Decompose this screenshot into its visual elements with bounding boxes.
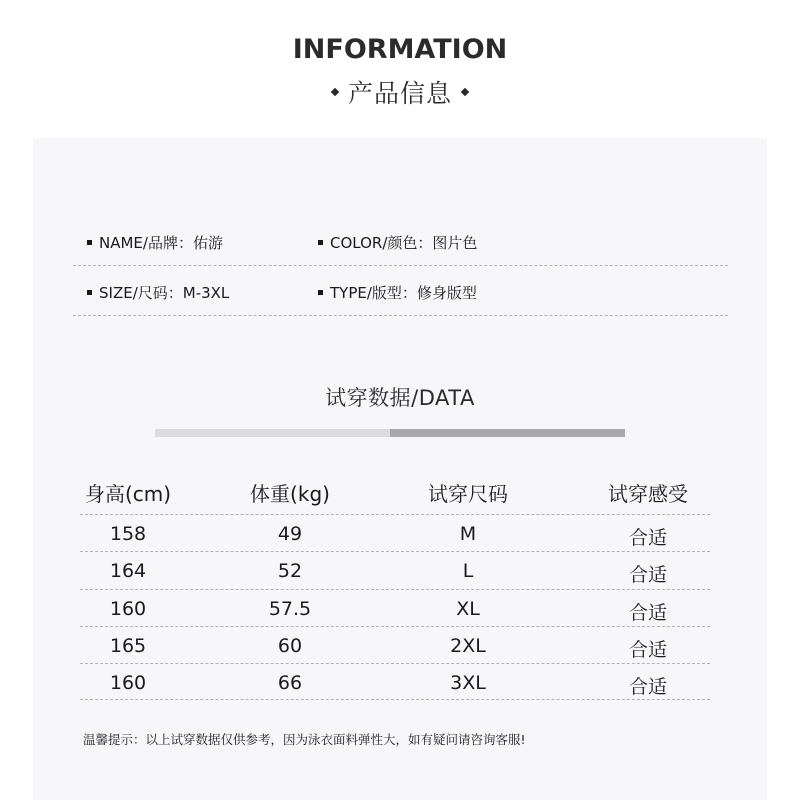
table-header-weight: 体重(kg) <box>250 482 330 506</box>
cell-height: 158 <box>109 523 147 545</box>
info-name-text: NAME/品牌：佑游 <box>99 234 223 252</box>
table-row <box>80 551 710 588</box>
info-size <box>87 282 229 303</box>
cell-weight: 52 <box>277 560 303 583</box>
cell-height: 164 <box>109 560 147 583</box>
cell-weight: 60 <box>277 634 303 657</box>
info-color <box>318 232 477 253</box>
cell-size: 2XL <box>450 634 486 657</box>
square-bullet-icon <box>87 290 92 295</box>
table-row <box>80 626 710 663</box>
table-header <box>80 470 710 514</box>
table-row <box>80 589 710 626</box>
info-size-text: SIZE/尺码：M-3XL <box>99 284 230 302</box>
reminder-note: 温馨提示：以上试穿数据仅供参考，因为泳衣面料弹性大，如有疑问请咨询客服! <box>83 732 526 747</box>
fitting-data-table <box>80 470 710 700</box>
info-type <box>318 282 477 303</box>
info-color-text: COLOR/颜色：图片色 <box>330 234 478 252</box>
diamond-bullet-icon <box>331 88 339 96</box>
table-row <box>80 514 710 551</box>
cell-size: L <box>462 560 474 583</box>
table-header-feel: 试穿感受 <box>608 482 688 506</box>
cell-weight: 66 <box>277 672 303 695</box>
header-subtitle <box>0 74 800 110</box>
header-title: INFORMATION <box>292 34 508 65</box>
header-subtitle-text: 产品信息 <box>347 79 452 108</box>
cell-height: 160 <box>109 597 147 620</box>
section-progress-fill <box>390 429 625 437</box>
cell-size: XL <box>456 597 480 620</box>
cell-height: 165 <box>109 634 147 657</box>
cell-feel: 合适 <box>628 527 668 549</box>
table-row <box>80 663 710 700</box>
cell-weight: 49 <box>277 523 303 545</box>
info-row <box>73 266 728 316</box>
page-header <box>0 0 800 138</box>
table-header-height: 身高(cm) <box>84 482 172 506</box>
square-bullet-icon <box>318 240 323 245</box>
cell-feel: 合适 <box>628 638 668 661</box>
section-progress-bar <box>155 429 625 437</box>
cell-feel: 合适 <box>628 601 668 624</box>
info-name <box>87 232 223 253</box>
cell-weight: 57.5 <box>268 597 312 620</box>
square-bullet-icon <box>318 290 323 295</box>
cell-height: 160 <box>109 672 147 695</box>
square-bullet-icon <box>87 240 92 245</box>
cell-size: M <box>459 523 477 545</box>
info-row <box>73 216 728 266</box>
cell-size: 3XL <box>450 672 486 695</box>
diamond-bullet-icon <box>461 88 469 96</box>
table-header-size: 试穿尺码 <box>428 482 508 506</box>
dashed-divider <box>73 315 728 316</box>
data-section-title: 试穿数据/DATA <box>325 386 475 410</box>
cell-feel: 合适 <box>628 564 668 587</box>
info-type-text: TYPE/版型：修身版型 <box>330 284 477 302</box>
cell-feel: 合适 <box>628 676 668 699</box>
